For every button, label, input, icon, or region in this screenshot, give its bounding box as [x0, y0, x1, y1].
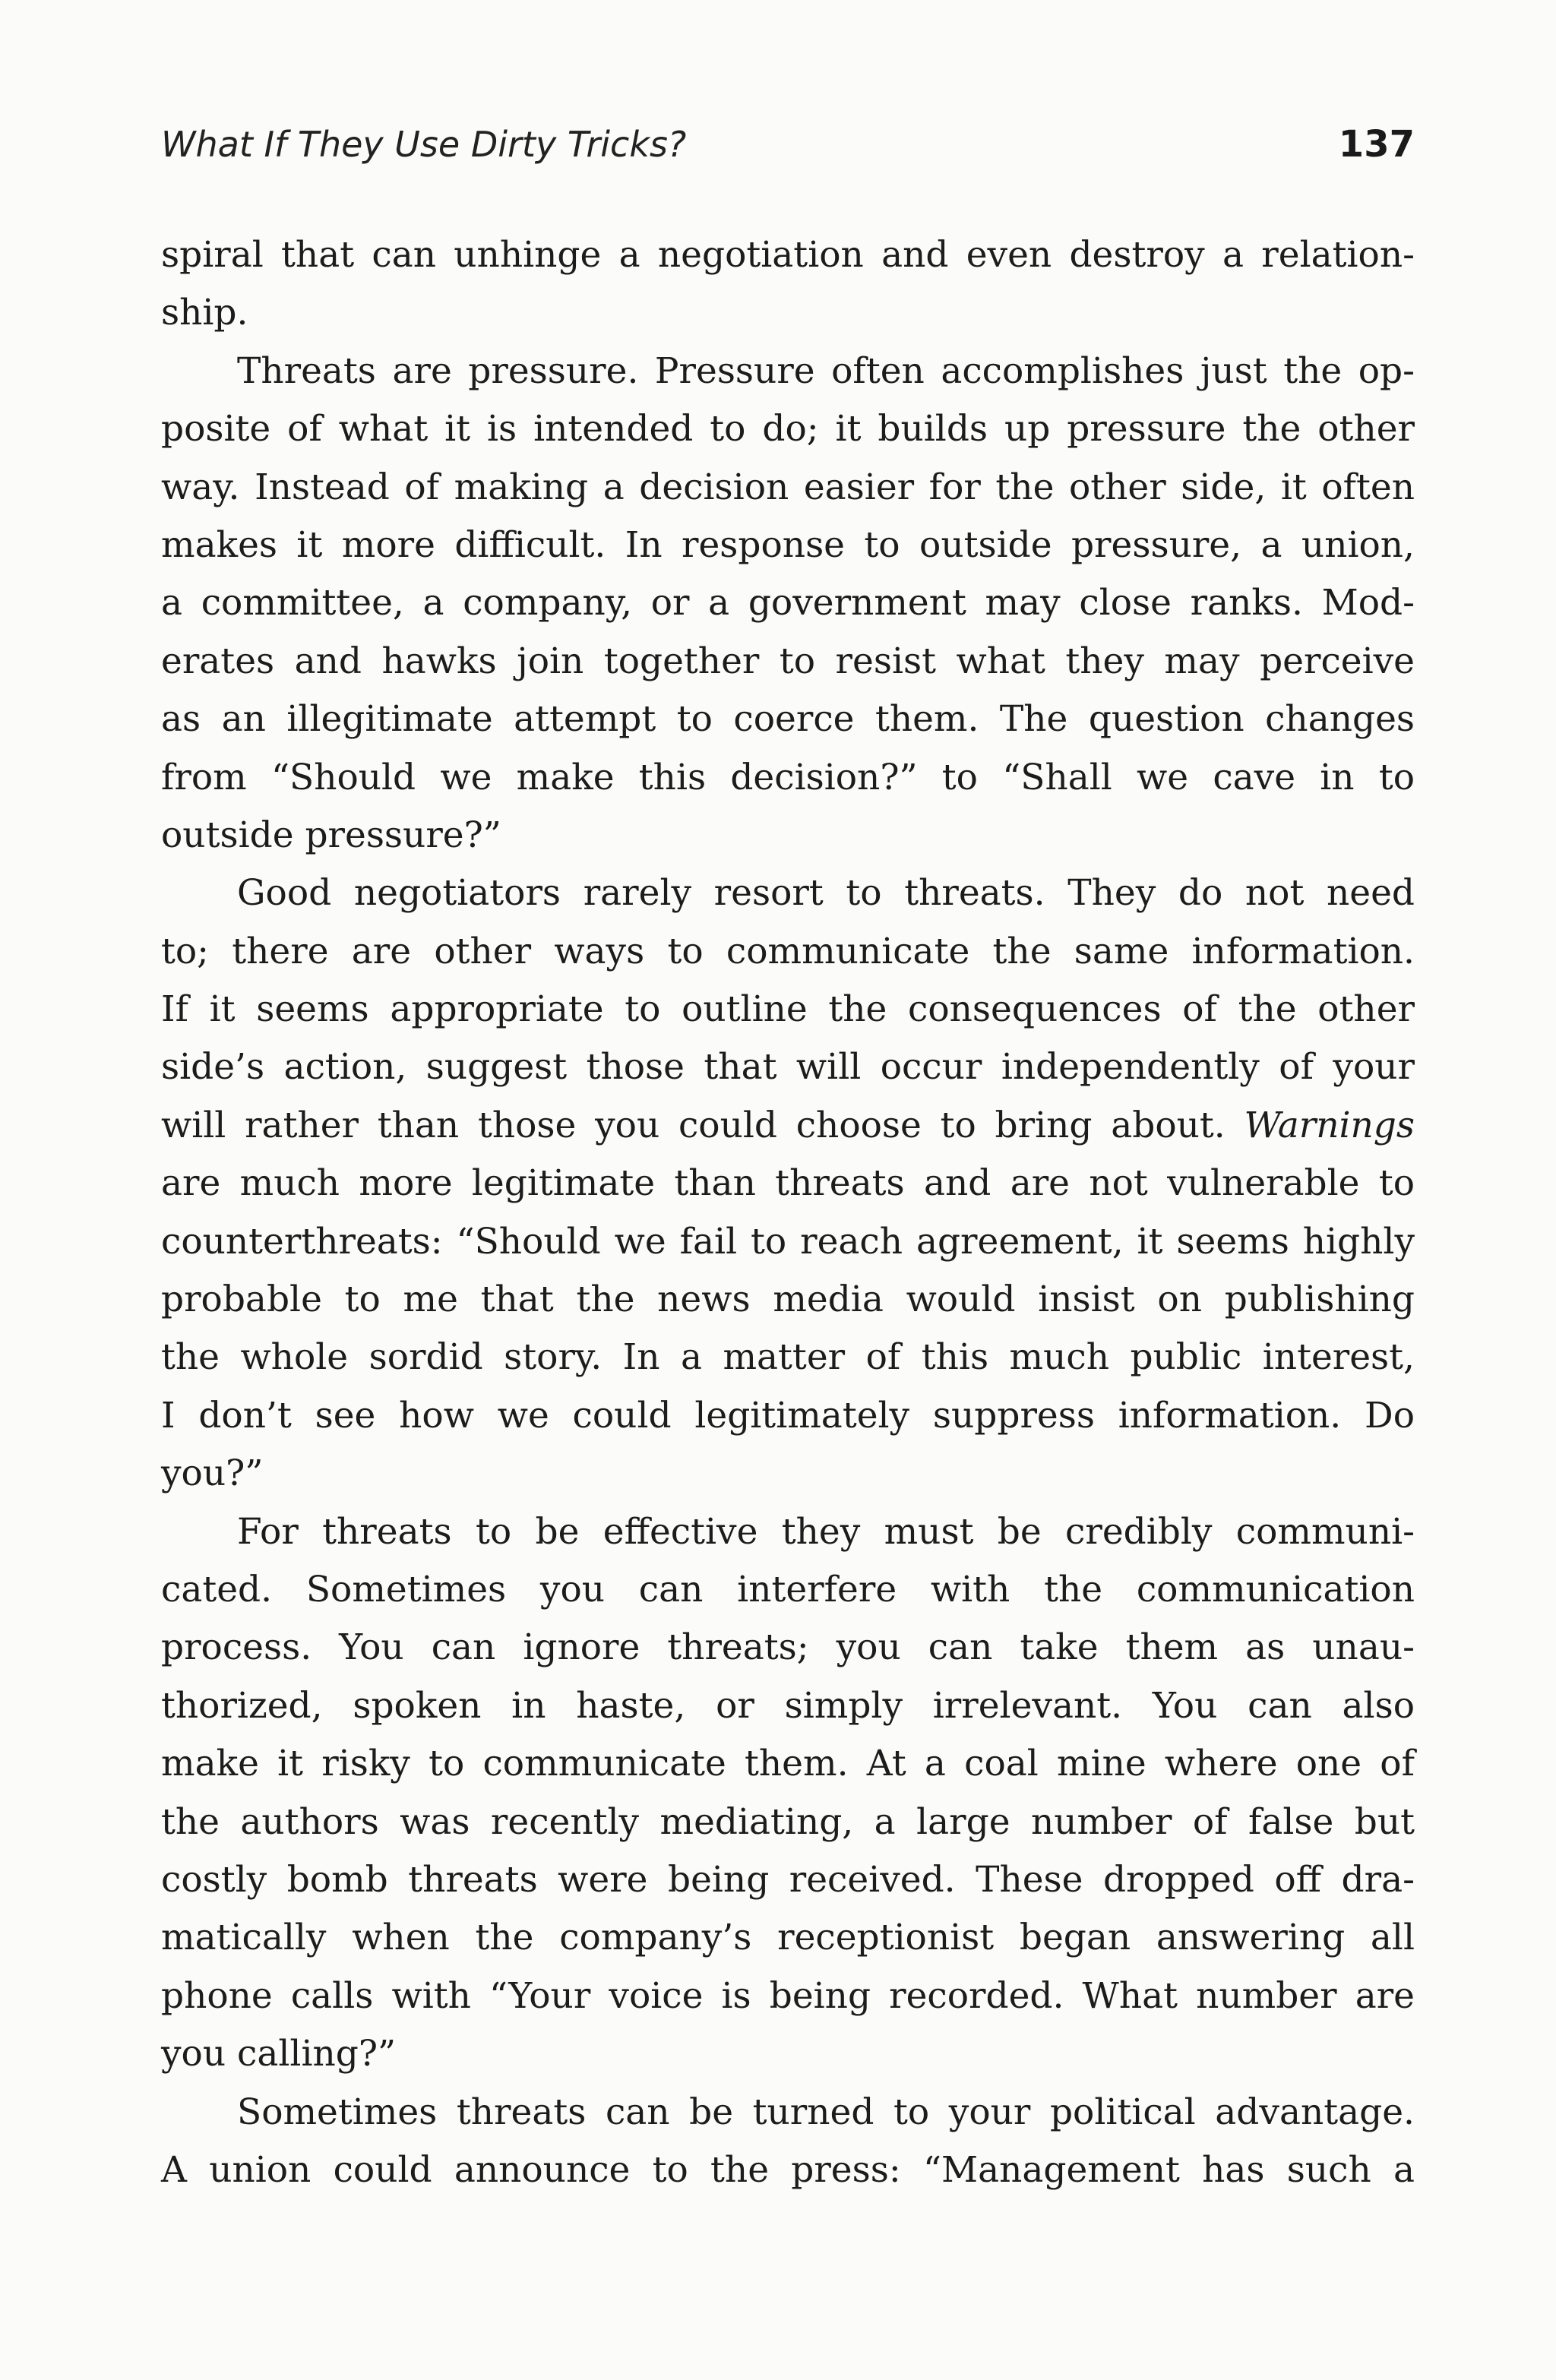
text-line-1: spiral that can unhinge a negotiation and even destroy a relation-	[161, 234, 1415, 276]
text-line-14: If it seems appropriate to outline the consequences of the other	[161, 988, 1415, 1031]
page-number: 137	[1338, 123, 1415, 166]
text-line-12: Good negotiators rarely resort to threats. They do not need	[237, 872, 1415, 915]
text-line-4: posite of what it is intended to do; it builds up pressure the other	[161, 408, 1415, 450]
text-line-23: For threats to be effective they must be credibly communi-	[237, 1510, 1415, 1553]
text-line-21: I don’t see how we could legitimately suppress information. Do	[161, 1394, 1415, 1437]
text-line-8: erates and hawks join together to resist what they may perceive	[161, 640, 1415, 682]
text-line-9: as an illegitimate attempt to coerce them. The question changes	[161, 698, 1415, 741]
text-line-16	[161, 1097, 1415, 1155]
text-line-29: costly bomb threats were being received. These dropped off dra-	[161, 1858, 1415, 1901]
text-line-30: matically when the company’s receptionist began answering all	[161, 1917, 1415, 1959]
text-line-19: probable to me that the news media would insist on publishing	[161, 1278, 1415, 1321]
running-header	[161, 114, 1415, 175]
text-line-31: phone calls with “Your voice is being recorded. What number are	[161, 1974, 1415, 2017]
text-line-13: to; there are other ways to communicate the same information.	[161, 930, 1415, 972]
body-text	[161, 226, 1415, 2199]
text-line-27: make it risky to communicate them. At a coal mine where one of	[161, 1743, 1415, 1785]
text-line-32: you calling?”	[161, 2033, 397, 2075]
text-line-5: way. Instead of making a decision easier for the other side, it often	[161, 466, 1415, 508]
text-line-25: process. You can ignore threats; you can take them as unau-	[161, 1626, 1415, 1669]
text-line-3: Threats are pressure. Pressure often accomplishes just the op-	[237, 349, 1415, 392]
text-line-6: makes it more difficult. In response to outside pressure, a union,	[161, 523, 1415, 566]
text-line-2: ship.	[161, 292, 248, 334]
text-line-34: A union could announce to the press: “Management has such a	[161, 2148, 1415, 2191]
text-line-10: from “Should we make this decision?” to “Shall we cave in to	[161, 756, 1415, 798]
text-line-18: counterthreats: “Should we fail to reach agreement, it seems highly	[161, 1220, 1415, 1263]
text-line-20: the whole sordid story. In a matter of this much public interest,	[161, 1336, 1415, 1379]
text-line-24: cated. Sometimes you can interfere with the communication	[161, 1568, 1415, 1610]
text-line-26: thorized, spoken in haste, or simply irrelevant. You can also	[161, 1684, 1415, 1727]
text-line-11: outside pressure?”	[161, 814, 501, 856]
text-line-28: the authors was recently mediating, a large number of false but	[161, 1800, 1415, 1843]
text-line-17: are much more legitimate than threats and are not vulnerable to	[161, 1162, 1415, 1205]
emphasis-warnings: Warnings	[1244, 1104, 1415, 1146]
chapter-title: What If They Use Dirty Tricks?	[161, 124, 687, 165]
text-line-33: Sometimes threats can be turned to your political advantage.	[237, 2091, 1415, 2133]
text-line-7: a committee, a company, or a government may close ranks. Mod-	[161, 582, 1415, 624]
text-line-22: you?”	[161, 1452, 264, 1495]
text-line-16-main: will rather than those you could choose to bring about.	[161, 1104, 1244, 1146]
text-line-15: side’s action, suggest those that will occur independently of your	[161, 1046, 1415, 1089]
